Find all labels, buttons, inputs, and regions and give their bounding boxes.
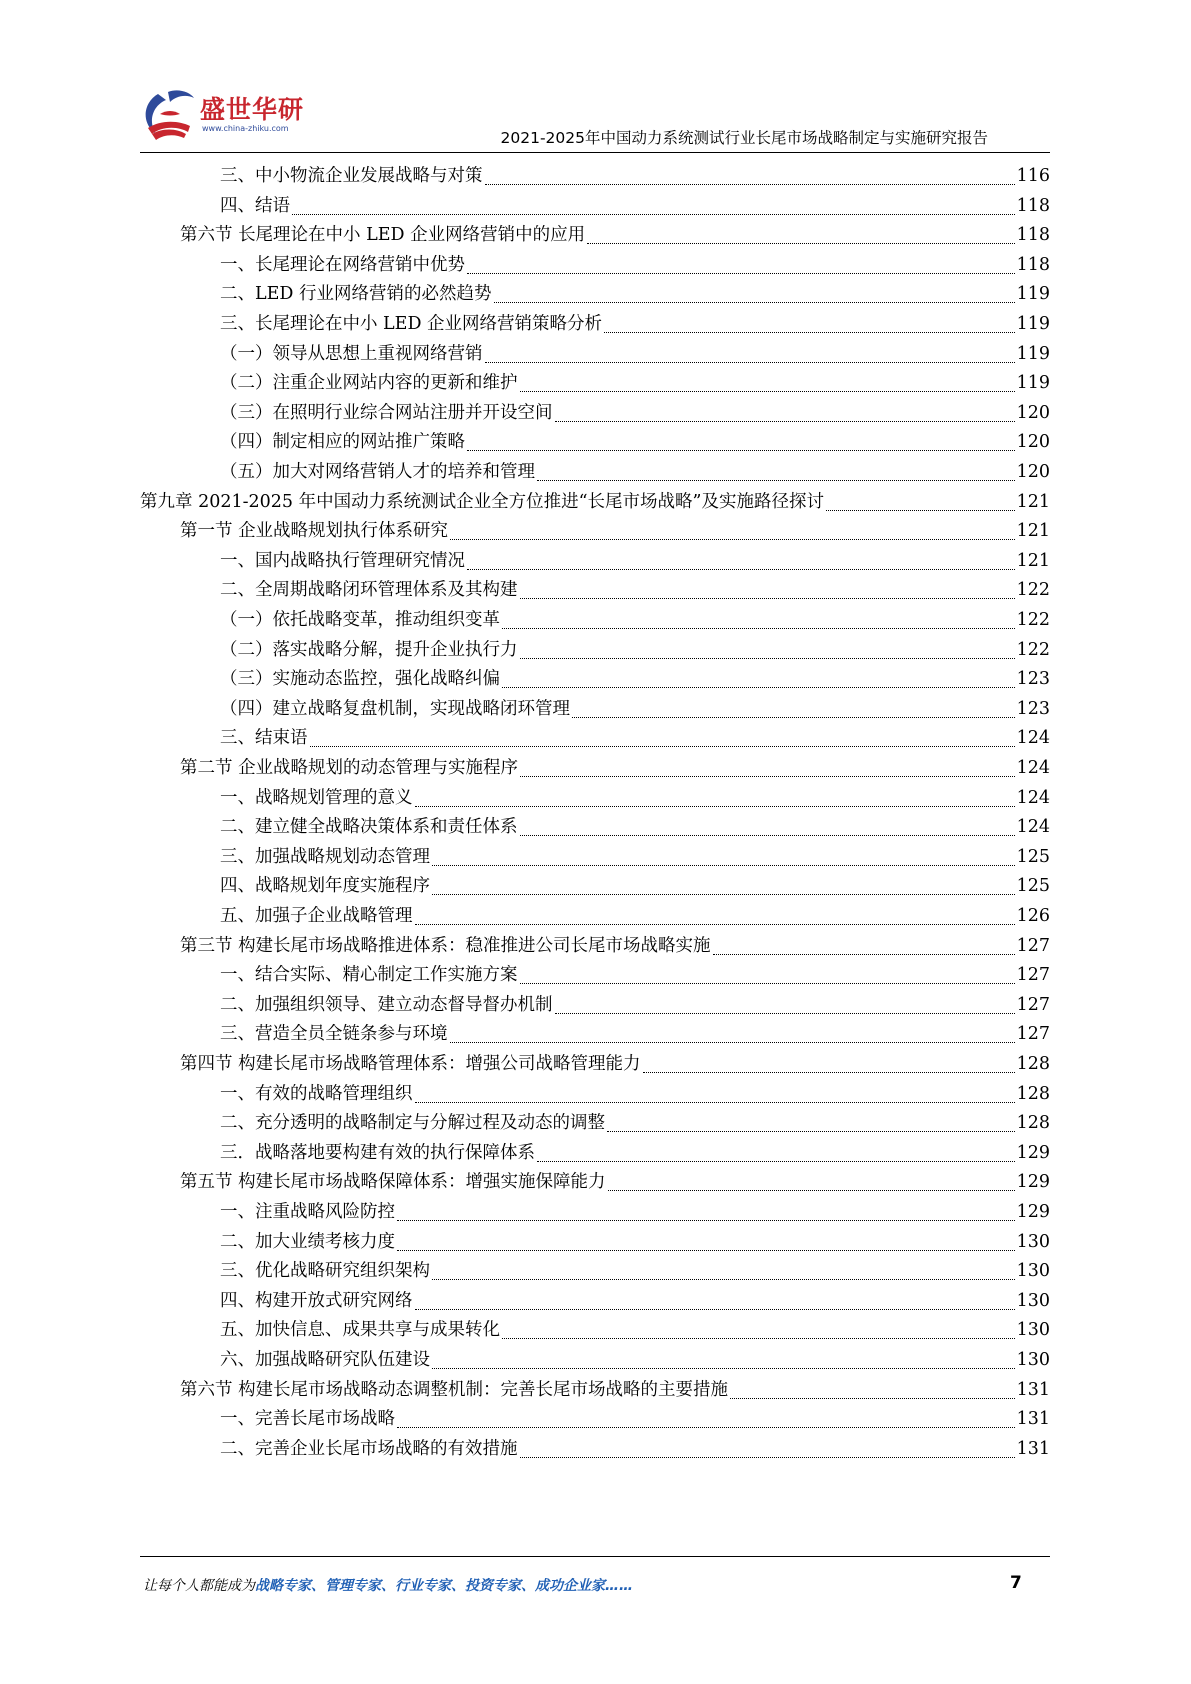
toc-entry-page: 124 <box>1016 817 1050 838</box>
toc-leader-dots <box>415 1102 1015 1103</box>
toc-entry-page: 121 <box>1016 521 1050 542</box>
toc-entry-page: 127 <box>1016 965 1050 986</box>
toc-leader-dots <box>397 1220 1015 1221</box>
toc-entry[interactable] <box>220 843 1050 874</box>
toc-entry-page: 120 <box>1016 432 1050 453</box>
toc-leader-dots <box>572 717 1015 718</box>
toc-entry-title: 一、战略规划管理的意义 <box>220 787 413 808</box>
toc-entry[interactable] <box>140 488 1050 519</box>
toc-entry-page: 119 <box>1016 284 1050 305</box>
toc-leader-dots <box>826 510 1015 511</box>
toc-entry-page: 127 <box>1016 1024 1050 1045</box>
toc-leader-dots <box>494 302 1015 303</box>
toc-entry-title: 五、加快信息、成果共享与成果转化 <box>220 1320 500 1341</box>
toc-leader-dots <box>555 1013 1015 1014</box>
toc-entry-page: 131 <box>1016 1438 1050 1459</box>
toc-entry-title: 第二节 企业战略规划的动态管理与实施程序 <box>180 758 519 778</box>
toc-entry-page: 121 <box>1016 550 1050 571</box>
toc-entry[interactable] <box>220 961 1050 992</box>
toc-entry-page: 118 <box>1016 254 1050 275</box>
toc-leader-dots <box>502 687 1015 688</box>
toc-entry[interactable] <box>220 695 1050 726</box>
logo-swoosh-icon <box>138 84 200 142</box>
toc-entry[interactable] <box>220 606 1050 637</box>
toc-entry[interactable] <box>220 576 1050 607</box>
toc-entry-page: 131 <box>1016 1409 1050 1430</box>
toc-entry-title: 二、加强组织领导、建立动态督导督办机制 <box>220 994 553 1015</box>
toc-entry-page: 130 <box>1016 1261 1050 1282</box>
toc-entry-title: 二、加大业绩考核力度 <box>220 1231 395 1252</box>
toc-entry[interactable] <box>220 991 1050 1022</box>
toc-entry-title: 五、加强子企业战略管理 <box>220 906 413 926</box>
toc-entry[interactable] <box>220 192 1050 223</box>
page-header <box>0 0 1191 150</box>
toc-entry[interactable] <box>220 872 1050 903</box>
toc-entry-title: （一）依托战略变革，推动组织变革 <box>220 610 500 630</box>
toc-leader-dots <box>520 391 1015 392</box>
toc-leader-dots <box>397 1250 1015 1251</box>
toc-entry-page: 119 <box>1016 314 1050 334</box>
toc-leader-dots <box>397 1427 1015 1428</box>
toc-entry-page: 124 <box>1016 758 1050 778</box>
toc-entry[interactable] <box>220 1109 1050 1140</box>
toc-entry-title: 四、结语 <box>220 195 290 216</box>
toc-leader-dots <box>520 983 1015 984</box>
toc-entry-page: 123 <box>1016 698 1050 719</box>
toc-entry-title: （四）建立战略复盘机制，实现战略闭环管理 <box>220 698 570 719</box>
toc-leader-dots <box>608 1190 1015 1191</box>
toc-entry-title: 一、完善长尾市场战略 <box>220 1409 395 1430</box>
toc-entry-page: 125 <box>1016 846 1050 867</box>
toc-entry[interactable] <box>220 547 1050 578</box>
toc-entry-title: 第四节 构建长尾市场战略管理体系：增强公司战略管理能力 <box>180 1054 641 1074</box>
toc-entry-title: 二、完善企业长尾市场战略的有效措施 <box>220 1438 518 1459</box>
toc-entry-title: （五）加大对网络营销人才的培养和管理 <box>220 462 535 482</box>
toc-entry[interactable] <box>220 1228 1050 1259</box>
toc-entry-title: （四）制定相应的网站推广策略 <box>220 432 465 453</box>
toc-leader-dots <box>432 865 1015 866</box>
toc-leader-dots <box>467 569 1015 570</box>
toc-entry-title: 三、结束语 <box>220 728 308 749</box>
toc-entry-title: 第九章 2021-2025 年中国动力系统测试企业全方位推进“长尾市场战略”及实施路径探讨 <box>140 491 825 512</box>
logo-name: 盛世华研 <box>200 95 305 124</box>
toc-entry-title: 第三节 构建长尾市场战略推进体系：稳准推进公司长尾市场战略实施 <box>180 935 711 956</box>
toc-entry[interactable] <box>220 1287 1050 1318</box>
toc-entry[interactable] <box>220 1435 1050 1466</box>
toc-entry-title: 三、优化战略研究组织架构 <box>220 1261 430 1282</box>
toc-entry[interactable] <box>220 1346 1050 1377</box>
toc-entry-page: 128 <box>1016 1083 1050 1104</box>
toc-entry[interactable] <box>220 340 1050 371</box>
toc-entry[interactable] <box>220 310 1050 341</box>
logo-url: www.china-zhiku.com <box>202 124 289 133</box>
toc-entry[interactable] <box>180 1376 1050 1407</box>
toc-entry-title: 三．战略落地要构建有效的执行保障体系 <box>220 1142 535 1163</box>
toc-leader-dots <box>415 924 1015 925</box>
toc-entry-title: 三、长尾理论在中小 LED 企业网络营销策略分析 <box>220 314 603 334</box>
toc-entry[interactable] <box>220 399 1050 430</box>
toc-entry-title: 二、LED 行业网络营销的必然趋势 <box>220 284 492 305</box>
footer-slogan <box>143 1575 633 1595</box>
toc-entry-title: 三、营造全员全链条参与环境 <box>220 1024 448 1045</box>
toc-entry-page: 119 <box>1016 343 1050 364</box>
toc-leader-dots <box>467 273 1015 274</box>
toc-entry[interactable] <box>220 665 1050 696</box>
toc-entry-page: 127 <box>1016 994 1050 1015</box>
toc-entry-title: （三）在照明行业综合网站注册并开设空间 <box>220 402 553 423</box>
toc-entry[interactable] <box>220 784 1050 815</box>
toc-entry-title: 一、长尾理论在网络营销中优势 <box>220 254 465 275</box>
toc-entry-title: 四、战略规划年度实施程序 <box>220 876 430 897</box>
toc-entry-page: 116 <box>1016 166 1050 186</box>
toc-leader-dots <box>537 480 1015 481</box>
toc-entry-title: 一、结合实际、精心制定工作实施方案 <box>220 965 518 986</box>
toc-entry-page: 127 <box>1016 935 1050 956</box>
footer-divider <box>140 1556 1050 1557</box>
toc-leader-dots <box>520 776 1015 777</box>
toc-entry[interactable] <box>220 428 1050 459</box>
toc-leader-dots <box>607 1131 1015 1132</box>
toc-leader-dots <box>537 1161 1015 1162</box>
toc-entry-page: 119 <box>1016 373 1050 394</box>
toc-entry[interactable] <box>180 932 1050 963</box>
toc-entry-page: 120 <box>1016 402 1050 423</box>
toc-entry-page: 128 <box>1016 1113 1050 1134</box>
footer-slogan-highlight: 战略专家、管理专家、行业专家、投资专家、成功企业家…… <box>255 1578 633 1594</box>
toc-entry[interactable] <box>220 162 1050 193</box>
toc-entry-page: 120 <box>1016 462 1050 482</box>
toc-entry-title: 三、加强战略规划动态管理 <box>220 846 430 867</box>
toc-entry[interactable] <box>220 280 1050 311</box>
toc-entry[interactable] <box>220 813 1050 844</box>
footer-slogan-prefix: 让每个人都能成为 <box>143 1578 255 1594</box>
toc-entry[interactable] <box>220 251 1050 282</box>
toc-entry-page: 126 <box>1016 906 1050 926</box>
toc-entry-title: 二、建立健全战略决策体系和责任体系 <box>220 817 518 838</box>
company-logo <box>138 84 308 146</box>
toc-entry[interactable] <box>220 636 1050 667</box>
toc-entry-page: 124 <box>1016 728 1050 749</box>
toc-entry-title: （二）注重企业网站内容的更新和维护 <box>220 373 518 394</box>
toc-leader-dots <box>485 362 1015 363</box>
toc-leader-dots <box>730 1398 1015 1399</box>
toc-entry[interactable] <box>220 1316 1050 1347</box>
toc-entry-title: 第一节 企业战略规划执行体系研究 <box>180 521 449 542</box>
toc-leader-dots <box>587 243 1014 244</box>
toc-leader-dots <box>520 1457 1015 1458</box>
toc-entry[interactable] <box>180 754 1050 785</box>
toc-entry[interactable] <box>220 1257 1050 1288</box>
toc-entry-page: 129 <box>1016 1142 1050 1163</box>
toc-entry-title: （一）领导从思想上重视网络营销 <box>220 343 483 364</box>
toc-entry-page: 123 <box>1016 669 1050 690</box>
toc-leader-dots <box>713 954 1015 955</box>
toc-entry-page: 125 <box>1016 876 1050 897</box>
toc-entry-page: 130 <box>1016 1320 1050 1341</box>
toc-entry[interactable] <box>220 458 1050 489</box>
toc-entry-page: 129 <box>1016 1202 1050 1222</box>
toc-leader-dots <box>604 332 1015 333</box>
toc-entry-title: 二、全周期战略闭环管理体系及其构建 <box>220 580 518 601</box>
toc-entry[interactable] <box>220 1020 1050 1051</box>
toc-entry[interactable] <box>180 1168 1050 1199</box>
toc-entry[interactable] <box>220 1080 1050 1111</box>
toc-entry-title: 三、中小物流企业发展战略与对策 <box>220 166 483 186</box>
toc-entry-title: 二、充分透明的战略制定与分解过程及动态的调整 <box>220 1113 605 1134</box>
toc-entry-title: 第六节 构建长尾市场战略动态调整机制：完善长尾市场战略的主要措施 <box>180 1379 729 1400</box>
toc-entry-title: 一、注重战略风险防控 <box>220 1202 395 1222</box>
toc-entry[interactable] <box>220 724 1050 755</box>
toc-leader-dots <box>432 1368 1015 1369</box>
toc-entry-title: （二）落实战略分解，提升企业执行力 <box>220 639 518 660</box>
toc-entry-title: 第六节 长尾理论在中小 LED 企业网络营销中的应用 <box>180 225 586 246</box>
toc-entry-page: 121 <box>1016 491 1050 512</box>
toc-entry[interactable] <box>220 1198 1050 1229</box>
toc-entry-page: 118 <box>1016 195 1050 216</box>
toc-leader-dots <box>415 806 1015 807</box>
toc-entry-page: 130 <box>1016 1350 1050 1370</box>
toc-entry-page: 130 <box>1016 1290 1050 1311</box>
toc-entry-title: （三）实施动态监控，强化战略纠偏 <box>220 669 500 690</box>
toc-leader-dots <box>502 628 1015 629</box>
report-title: 2021-2025年中国动力系统测试行业长尾市场战略制定与实施研究报告 <box>500 129 988 147</box>
toc-entry[interactable] <box>220 1405 1050 1436</box>
toc-entry-page: 122 <box>1016 639 1050 660</box>
toc-leader-dots <box>643 1072 1015 1073</box>
toc-leader-dots <box>310 746 1015 747</box>
toc-entry-page: 122 <box>1016 610 1050 630</box>
toc-entry-page: 122 <box>1016 580 1050 601</box>
toc-entry[interactable] <box>220 902 1050 933</box>
toc-entry[interactable] <box>180 1050 1050 1081</box>
toc-leader-dots <box>555 421 1015 422</box>
toc-leader-dots <box>520 835 1015 836</box>
toc-entry-title: 一、有效的战略管理组织 <box>220 1083 413 1104</box>
toc-leader-dots <box>415 1309 1015 1310</box>
toc-entry-page: 124 <box>1016 787 1050 808</box>
header-divider <box>140 152 1050 153</box>
toc-entry-title: 一、国内战略执行管理研究情况 <box>220 550 465 571</box>
toc-entry-title: 六、加强战略研究队伍建设 <box>220 1350 430 1370</box>
toc-leader-dots <box>432 894 1015 895</box>
toc-entry-page: 130 <box>1016 1231 1050 1252</box>
toc-entry-page: 128 <box>1016 1054 1050 1074</box>
toc-leader-dots <box>450 539 1015 540</box>
toc-entry-page: 129 <box>1016 1172 1050 1193</box>
toc-entry-page: 131 <box>1016 1379 1050 1400</box>
toc-leader-dots <box>432 1279 1015 1280</box>
toc-entry[interactable] <box>220 1139 1050 1170</box>
toc-leader-dots <box>450 1042 1015 1043</box>
toc-leader-dots <box>485 184 1015 185</box>
toc-entry-title: 四、构建开放式研究网络 <box>220 1290 413 1311</box>
toc-leader-dots <box>520 598 1015 599</box>
toc-leader-dots <box>502 1338 1015 1339</box>
toc-entry[interactable] <box>180 221 1050 252</box>
toc-entry[interactable] <box>180 517 1050 548</box>
toc-entry-page: 118 <box>1016 225 1050 246</box>
toc-leader-dots <box>292 214 1015 215</box>
toc-entry-title: 第五节 构建长尾市场战略保障体系：增强实施保障能力 <box>180 1172 606 1193</box>
toc-entry[interactable] <box>220 369 1050 400</box>
page-number: 7 <box>1010 1573 1022 1593</box>
toc-leader-dots <box>520 658 1015 659</box>
toc-leader-dots <box>467 450 1015 451</box>
